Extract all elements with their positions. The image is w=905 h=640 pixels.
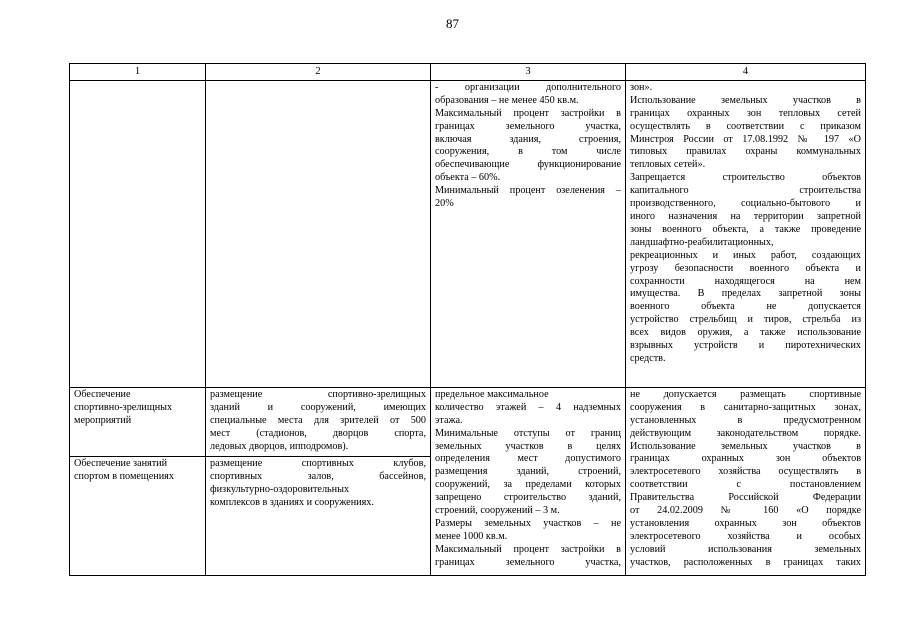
text-line: имущества. В пределах запретной зоны bbox=[630, 288, 861, 300]
table-row bbox=[70, 80, 866, 387]
text-line: всех видов оружия, а также использование bbox=[630, 327, 861, 339]
text-line: тепловых сетей». bbox=[630, 159, 706, 171]
text-line: количество этажей – 4 надземных bbox=[435, 401, 621, 413]
text-line: производственного, социально-бытового и bbox=[630, 198, 861, 210]
text-line: электросетевого хозяйства и особых bbox=[630, 530, 861, 542]
text-line: мест (стадионов, дворцов спорта, bbox=[210, 427, 426, 439]
text-line: включая здания, строения, bbox=[435, 133, 621, 145]
text-line: от 24.02.2009 № 160 «О порядке bbox=[630, 505, 861, 517]
text-line: действующим законодательством порядке. bbox=[630, 427, 861, 439]
text-line: Использование земельных участков в bbox=[630, 94, 861, 106]
row1-col3 bbox=[431, 80, 626, 387]
text-line: 20% bbox=[435, 198, 454, 210]
text-line: зоны военного объекта, а также проведение bbox=[630, 223, 861, 235]
text-line: капитального строительства bbox=[630, 185, 861, 197]
text-line: размещения зданий, строений, bbox=[435, 466, 621, 478]
text-line: Максимальный процент застройки в bbox=[435, 107, 621, 119]
text-line: границах охранных зон объектов bbox=[630, 453, 861, 465]
text-line: сооружения, в том числе bbox=[435, 146, 621, 158]
text-line: физкультурно-оздоровительных bbox=[210, 483, 350, 495]
text-line: сооружений, за пределами которых bbox=[435, 479, 621, 491]
text-line: земельных участков в целях bbox=[435, 440, 621, 452]
row3-col1 bbox=[70, 456, 206, 575]
text-line: спортивно-зрелищных bbox=[74, 401, 173, 413]
text-line: - организации дополнительного bbox=[435, 81, 621, 93]
row2-col1 bbox=[70, 387, 206, 456]
text-line: типовых правилах охраны коммунальных bbox=[630, 146, 861, 158]
row1-col1 bbox=[70, 80, 206, 387]
text-line: обеспечивающие функционирование bbox=[435, 159, 621, 171]
text-line: предельное максимальное bbox=[435, 388, 549, 400]
text-line: сохранности находящегося на нем bbox=[630, 275, 861, 287]
text-line: Правительства Российской Федерации bbox=[630, 492, 861, 504]
table-header-row bbox=[70, 64, 866, 81]
text-line: определения мест допустимого bbox=[435, 453, 621, 465]
text-line: размещение спортивных клубов, bbox=[210, 457, 426, 469]
shared-col4 bbox=[626, 387, 866, 575]
text-line: средств. bbox=[630, 352, 666, 364]
text-line: угрозу безопасности военного объекта и bbox=[630, 262, 861, 274]
text-line: этажа. bbox=[435, 414, 463, 426]
text-line: зданий и сооружений, имеющих bbox=[210, 401, 426, 413]
text-line: осуществлять в соответствии с приказом bbox=[630, 120, 861, 132]
text-line: спортом в помещениях bbox=[74, 470, 174, 482]
table-row bbox=[70, 387, 866, 456]
text-line: ледовых дворцов, ипподромов). bbox=[210, 440, 349, 452]
text-line: Минстроя России от 17.08.1992 № 197 «О bbox=[630, 133, 861, 145]
text-line: Минимальный процент озеленения – bbox=[435, 185, 621, 197]
row2-col2 bbox=[206, 387, 431, 456]
text-line: Максимальный процент застройки в bbox=[435, 543, 621, 555]
text-line: Обеспечение bbox=[74, 388, 131, 400]
text-line: запрещено строительство зданий, bbox=[435, 492, 621, 504]
text-line: строений, сооружений – 3 м. bbox=[435, 505, 560, 517]
text-line: размещение спортивно-зрелищных bbox=[210, 388, 426, 400]
text-line: рекреационных и иных работ, создающих bbox=[630, 249, 861, 261]
text-line: мероприятий bbox=[74, 414, 132, 426]
text-line: специальные места для зрителей от 500 bbox=[210, 414, 426, 426]
row1-col4 bbox=[626, 80, 866, 387]
row3-col2 bbox=[206, 456, 431, 575]
text-line: электросетевого хозяйства осуществлять в bbox=[630, 466, 861, 478]
header-col-4: 4 bbox=[626, 64, 866, 81]
text-line: сооружения в санитарно-защитных зонах, bbox=[630, 401, 861, 413]
text-line: ландшафтно-реабилитационных, bbox=[630, 236, 774, 248]
text-line: военного объекта не допускается bbox=[630, 301, 861, 313]
text-line: спортивных залов, бассейнов, bbox=[210, 470, 426, 482]
text-line: Минимальные отступы от границ bbox=[435, 427, 621, 439]
text-line: границах земельного участка, bbox=[435, 120, 621, 132]
text-line: не допускается размещать спортивные bbox=[630, 388, 861, 400]
text-line: установления охранных зон объектов bbox=[630, 517, 861, 529]
text-line: зон». bbox=[630, 81, 653, 93]
text-line: устройство стрельбищ и тиров, стрельба из bbox=[630, 314, 861, 326]
header-col-2: 2 bbox=[206, 64, 431, 81]
row1-col2 bbox=[206, 80, 431, 387]
text-line: Использование земельных участков в bbox=[630, 440, 861, 452]
regulations-table bbox=[69, 63, 866, 576]
text-line: границах земельного участка, bbox=[435, 556, 621, 568]
text-line: взрывных устройств и пиротехнических bbox=[630, 340, 861, 352]
text-line: условий использования земельных bbox=[630, 543, 861, 555]
text-line: объекта – 60%. bbox=[435, 172, 501, 184]
text-line: Размеры земельных участков – не bbox=[435, 517, 621, 529]
header-col-1: 1 bbox=[70, 64, 206, 81]
text-line: Запрещается строительство объектов bbox=[630, 172, 861, 184]
text-line: комплексов в зданиях и сооружениях. bbox=[210, 496, 374, 508]
header-col-3: 3 bbox=[431, 64, 626, 81]
text-line: иного назначения на территории запретной bbox=[630, 210, 861, 222]
text-line: Обеспечение занятий bbox=[74, 457, 168, 469]
text-line: участков, расположенных в границах таких bbox=[630, 556, 861, 568]
text-line: соответствии с постановлением bbox=[630, 479, 861, 491]
text-line: границах охранных зон тепловых сетей bbox=[630, 107, 861, 119]
text-line: менее 1000 кв.м. bbox=[435, 530, 508, 542]
shared-col3 bbox=[431, 387, 626, 575]
text-line: установленных в предусмотренном bbox=[630, 414, 861, 426]
text-line: образования – не менее 450 кв.м. bbox=[435, 94, 579, 106]
page-number: 87 bbox=[446, 16, 459, 31]
